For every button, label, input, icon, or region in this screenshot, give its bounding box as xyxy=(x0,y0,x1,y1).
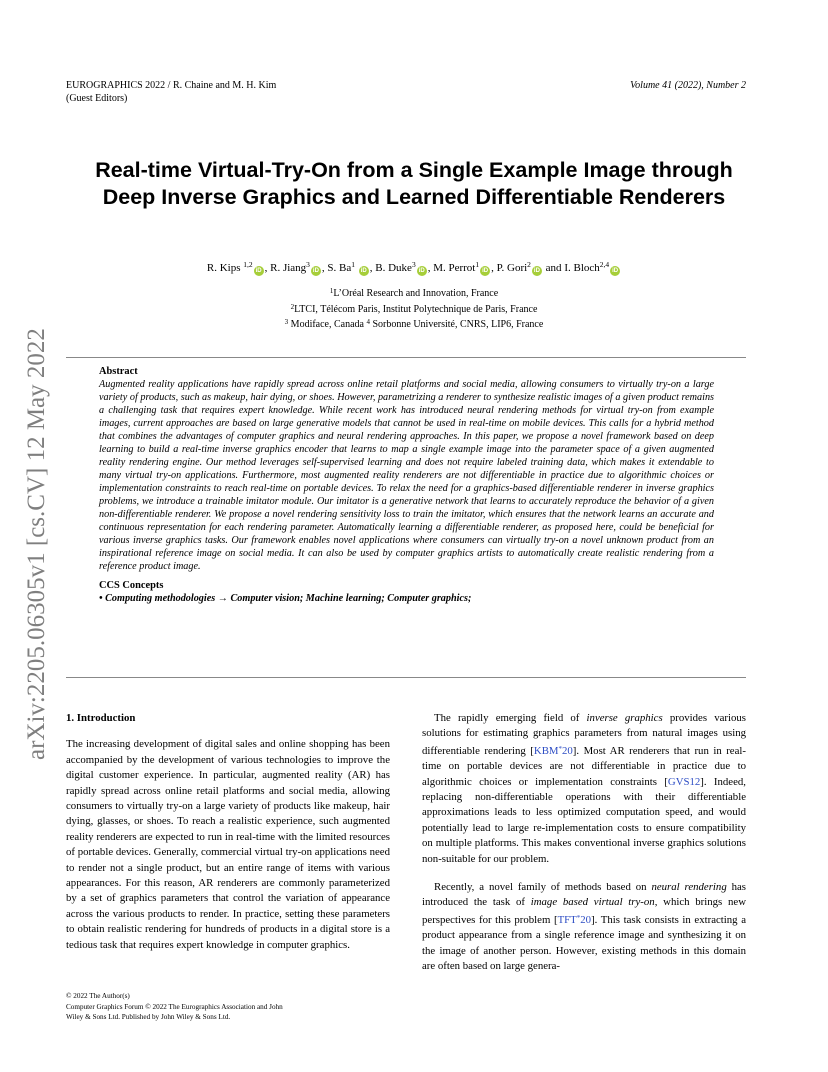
text-run: has introduced the task of xyxy=(422,881,747,909)
author-affil: 1 xyxy=(475,260,480,269)
author-name: R. Jiang xyxy=(270,262,307,274)
title-line-1: Real-time Virtual-Try-On from a Single Example Image through xyxy=(95,158,733,182)
author-affil: 1 xyxy=(351,260,356,269)
citation-link[interactable]: GVS12 xyxy=(667,775,701,788)
abstract-block xyxy=(99,365,714,605)
emphasis: neural rendering xyxy=(651,881,727,894)
copyright-line-3: Wiley & Sons Ltd. Published by John Wiley & Sons Ltd. xyxy=(66,1013,231,1021)
orcid-icon[interactable]: iD xyxy=(360,268,367,274)
emphasis: inverse graphics xyxy=(586,712,663,724)
ccs-bullet: • xyxy=(99,593,103,604)
affil-number: 1 xyxy=(329,287,334,295)
text-run: ]. Indeed, replacing non-differentiable operations with their differentiable approximations leads to less optimized computation speed, and would potentially lead to large re-implementation costs to ensure compatibility on multiple platforms. This makes conventional inverse graphics solutions non-suitable for our problem. xyxy=(422,775,746,865)
affil-number: 4 xyxy=(366,318,370,326)
emphasis: image based virtual try-on xyxy=(530,896,655,909)
author-affil: 1,2 xyxy=(243,260,253,269)
affiliation-2 xyxy=(40,301,788,317)
author-affil: 2 xyxy=(527,260,531,269)
copyright-line-1: © 2022 The Author(s) xyxy=(66,992,130,1000)
ccs-subcategories: Computer vision; Machine learning; Computer graphics; xyxy=(230,593,472,604)
affiliations xyxy=(40,285,788,332)
orcid-icon[interactable]: iD xyxy=(255,268,262,274)
author-affil: 2,4 xyxy=(599,260,610,269)
affil-text: LTCI, Télécom Paris, Institut Polytechnique de Paris, France xyxy=(294,303,538,315)
ccs-concepts xyxy=(99,592,714,605)
cite-star: * xyxy=(558,744,562,753)
cite-year: 20 xyxy=(580,913,592,926)
text-run: ]. This task consists in extracting a product appearance from a single reference image and synthesizing it on the image of another person. However, existing methods in this domain are often based on large genera- xyxy=(422,913,746,973)
affiliation-1 xyxy=(40,285,788,301)
intro-paragraph-3 xyxy=(422,880,746,974)
orcid-icon[interactable]: iD xyxy=(482,268,489,274)
volume-info: Volume 41 (2022), Number 2 xyxy=(630,80,746,91)
affil-number: 3 xyxy=(284,318,289,326)
conference-line: EUROGRAPHICS 2022 / R. Chaine and M. H. Kim xyxy=(66,80,277,91)
author-name: S. Ba xyxy=(327,262,352,274)
text-run: provides various solutions for estimating graphics parameters from natural images using differentiable rendering [ xyxy=(422,712,746,757)
orcid-icon[interactable]: iD xyxy=(418,268,425,274)
cite-star: * xyxy=(576,913,581,922)
cite-key: KBM xyxy=(533,744,559,757)
section-heading: 1. Introduction xyxy=(66,712,136,724)
cite-year: 20 xyxy=(562,744,573,757)
editors-line: (Guest Editors) xyxy=(66,93,128,104)
affil-text: Modiface, Canada xyxy=(290,319,364,330)
text-run: , which brings new perspectives for this problem [ xyxy=(422,896,746,926)
right-column xyxy=(422,711,746,975)
divider-top xyxy=(66,357,746,358)
left-column xyxy=(66,711,390,953)
running-header-left xyxy=(66,79,276,105)
arrow-icon: → xyxy=(217,593,228,604)
affil-number: 2 xyxy=(290,302,295,311)
author-affil: 3 xyxy=(306,260,310,269)
ccs-category: Computing methodologies xyxy=(105,593,216,604)
orcid-icon[interactable]: iD xyxy=(312,268,319,274)
author-affil: 3 xyxy=(411,260,416,269)
text-run: Recently, a novel family of methods based on xyxy=(434,881,652,894)
arxiv-stamp: arXiv:2205.06305v1 [cs.CV] 12 May 2022 xyxy=(23,328,50,760)
author-name: P. Gori xyxy=(496,262,528,274)
citation-link[interactable] xyxy=(558,914,592,926)
orcid-icon[interactable]: iD xyxy=(533,268,540,274)
abstract-heading: Abstract xyxy=(99,366,138,377)
cite-key: TFT xyxy=(557,913,577,926)
citation-link[interactable] xyxy=(534,745,573,757)
intro-paragraph-1: The increasing development of digital sales and online shopping has been accompanied by the development of various technologies to improve the digital customer experience. In particular, augmented reality (AR) has rapidly spread across online retail platforms and social media, allowing consumers to virtually try-on a large variety of products like makeup, hair dying, glasses, or shoes. To reach a realistic experience, such augmented reality renderers are expected to run in real-time with the limited resources of portable devices. Generally, commercial virtual try-on applications need to render not a single product, but an entire range of items with various appearances. For this reason, AR renderers are commonly parameterized by a set of graphics parameters that control the variation of appearance across the various products to render. In practice, setting these parameters to obtain realistic rendering for hundreds of products in a digital store is a tedious task that requires expert knowledge in computer graphics. xyxy=(66,738,390,951)
author-name: I. Bloch xyxy=(564,262,600,274)
paper-title xyxy=(40,157,788,211)
text-run: The rapidly emerging field of xyxy=(434,712,587,724)
intro-paragraph-2 xyxy=(422,711,746,867)
author-joiner: and xyxy=(545,262,562,274)
title-line-2: Deep Inverse Graphics and Learned Differentiable Renderers xyxy=(102,185,726,209)
ccs-heading: CCS Concepts xyxy=(99,580,164,591)
orcid-icon[interactable]: iD xyxy=(612,268,619,274)
copyright-footer xyxy=(66,991,366,1023)
affil-text: Sorbonne Université, CNRS, LIP6, France xyxy=(372,319,544,330)
affiliation-3-4 xyxy=(40,316,788,332)
affil-text: L’Oréal Research and Innovation, France xyxy=(333,288,499,299)
author-name: M. Perrot xyxy=(433,262,476,274)
copyright-line-2: Computer Graphics Forum © 2022 The Eurographics Association and John xyxy=(66,1002,283,1011)
author-name: B. Duke xyxy=(375,262,412,274)
divider-bottom xyxy=(66,677,746,678)
abstract-text: Augmented reality applications have rapidly spread across online retail platforms and social media, allowing consumers to virtually try-on a large variety of products, such as makeup, hair dying, or shoes. However, parametrizing a renderer to synthesize realistic images of a given product remains a challenging task that requires expert knowledge. While recent work has introduced neural rendering methods for virtual try-on from example images, current approaches are based on large generative models that cannot be used in real-time on mobile devices. This calls for a hybrid method that combines the advantages of computer graphics and neural rendering approaches. In this paper, we propose a novel framework based on deep learning to build a real-time inverse graphics encoder that learns to map a single example image into the parameter space of a given augmented reality rendering engine. Our method leverages self-supervised learning and does not require labeled training data, which makes it extendable to many virtual try-on applications. Furthermore, most augmented reality renderers are not differentiable in practice due to algorithmic choices or implementation constraints to reach real-time on portable devices. To relax the need for a graphics-based differentiable renderer in inverse graphics problems, we introduce a trainable imitator module. Our imitator is a generative network that learns to accurately reproduce the behavior of a given non-differentiable renderer. We propose a novel rendering sensitivity loss to train the imitator, which ensures that the network learns an accurate and continuous representation for each rendering parameter. Automatically learning a differentiable renderer, as proposed here, could be beneficial for various inverse graphics tasks. Our framework enables novel applications where consumers can virtually try-on a novel unknown product from an inspirational reference image on social media. It can also be used by computer graphics artists to automatically create realistic rendering from a reference product image. xyxy=(99,379,714,572)
author-list: R. Kips $^{1,2}$iD , R. Jiang$^3$iD , S. Ba$^1$ iD , B. Duke$^3$iD , M. Perrot$^1$iD , P. Gori$^2$iD and I. Bloch$^{2,4}$iD xyxy=(206,260,619,274)
text-run: ]. Most AR renderers that run in real-time on portable devices are not differentiable in practice due to algorithmic choices or implementation constraints [ xyxy=(422,744,746,788)
author-name: R. Kips xyxy=(206,262,241,274)
